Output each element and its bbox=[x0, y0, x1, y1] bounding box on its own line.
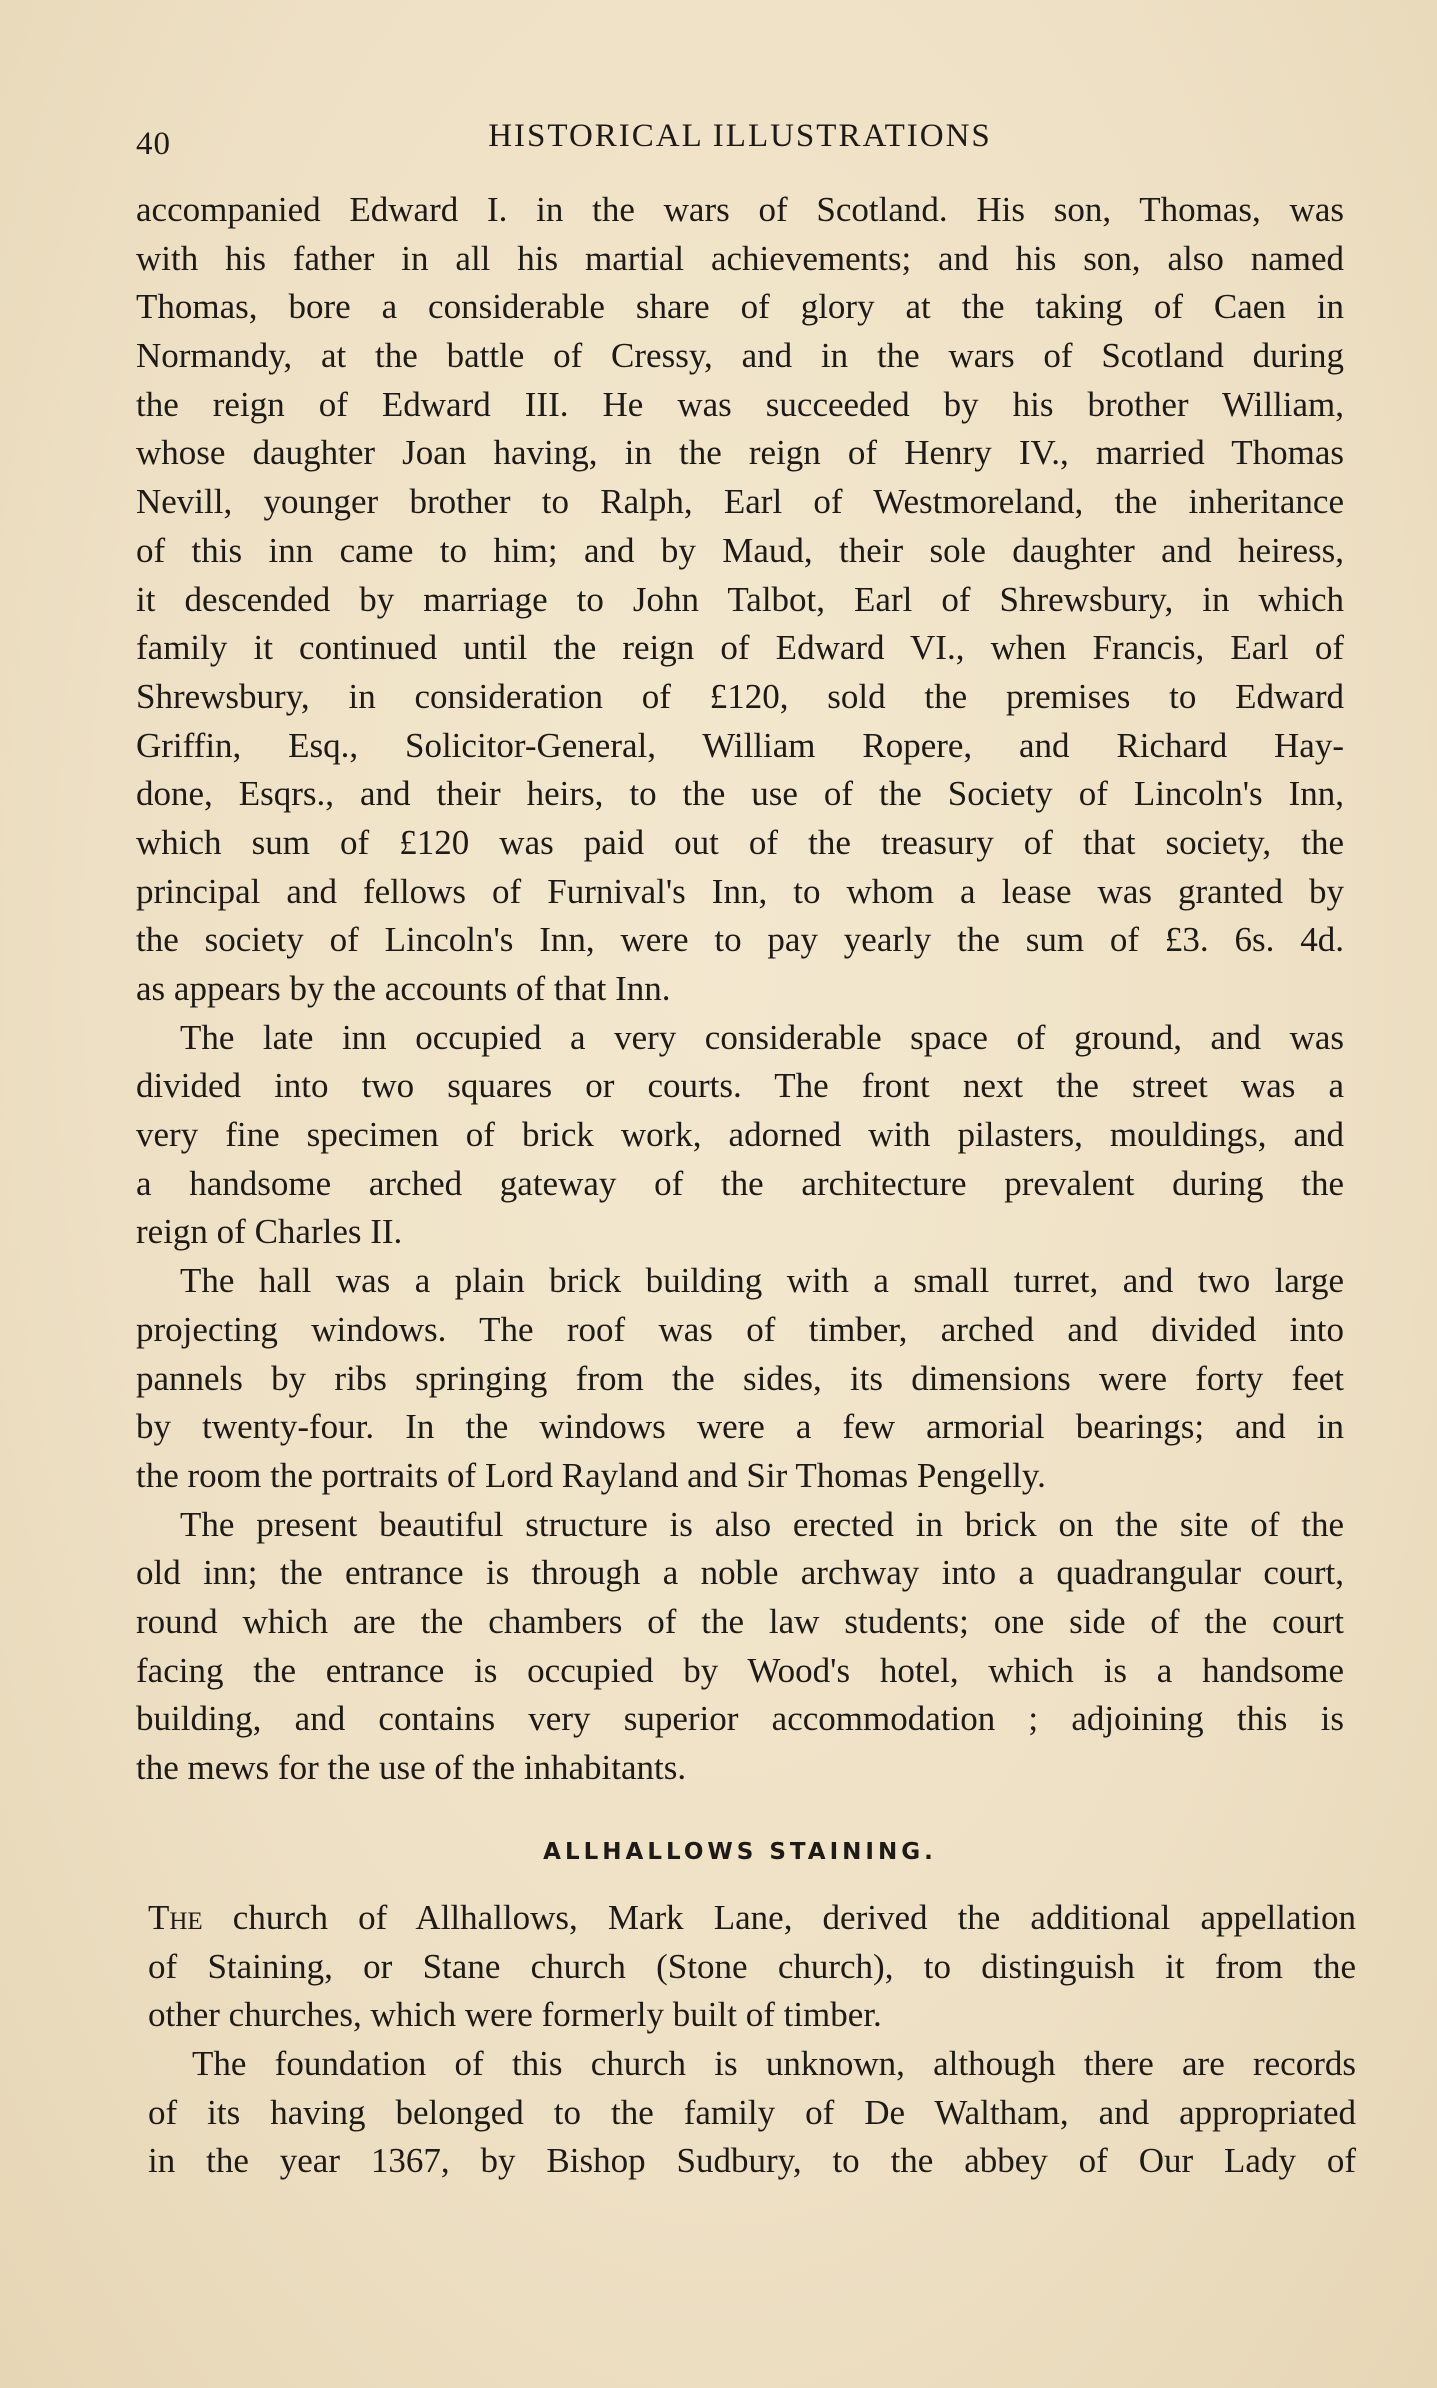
text-line: of its having belonged to the family of De Waltham, and appropriated bbox=[148, 2092, 1356, 2132]
text-line: Nevill, younger brother to Ralph, Earl of Westmoreland, the inheritance bbox=[136, 482, 1344, 522]
text-line: building, and contains very superior accommodation ; adjoining this is bbox=[136, 1699, 1344, 1739]
text-line: of this inn came to him; and by Maud, their sole daughter and heiress, bbox=[136, 530, 1344, 570]
text-line: other churches, which were formerly built of timber. bbox=[148, 1995, 882, 2035]
drop-word: The bbox=[148, 1898, 203, 1937]
text-line: The hall was a plain brick building with a small turret, and two large bbox=[180, 1261, 1344, 1301]
page-number: 40 bbox=[136, 126, 171, 162]
text-line: round which are the chambers of the law students; one side of the court bbox=[136, 1601, 1344, 1641]
text-line: of Staining, or Stane church (Stone church), to distinguish it from the bbox=[148, 1946, 1356, 1986]
text-line-rest: church of Allhallows, Mark Lane, derived the additional appellation bbox=[202, 1898, 1356, 1937]
text-line: old inn; the entrance is through a noble archway into a quadrangular court, bbox=[136, 1553, 1344, 1593]
text-line: principal and fellows of Furnival's Inn, to whom a lease was granted by bbox=[136, 871, 1344, 911]
section-heading: ALLHALLOWS STAINING. bbox=[543, 1839, 937, 1865]
text-line: The present beautiful structure is also erected in brick on the site of the bbox=[180, 1504, 1344, 1544]
text-line: with his father in all his martial achievements; and his son, also named bbox=[136, 238, 1344, 278]
text-line: in the year 1367, by Bishop Sudbury, to the abbey of Our Lady of bbox=[148, 2141, 1356, 2181]
text-line: the society of Lincoln's Inn, were to pay yearly the sum of £3. 6s. 4d. bbox=[136, 920, 1344, 960]
text-line: projecting windows. The roof was of timber, arched and divided into bbox=[136, 1309, 1344, 1349]
text-line: very fine specimen of brick work, adorned with pilasters, mouldings, and bbox=[136, 1115, 1344, 1155]
body-text-section-2 bbox=[148, 1894, 1356, 2186]
text-line: family it continued until the reign of Edward VI., when Francis, Earl of bbox=[136, 628, 1344, 668]
text-line: The foundation of this church is unknown, although there are records bbox=[192, 2044, 1356, 2084]
text-line: facing the entrance is occupied by Wood's hotel, which is a handsome bbox=[136, 1650, 1344, 1690]
page-header bbox=[136, 112, 1344, 172]
text-line: the reign of Edward III. He was succeeded by his brother William, bbox=[136, 384, 1344, 424]
text-line: divided into two squares or courts. The front next the street was a bbox=[136, 1066, 1344, 1106]
text-line: pannels by ribs springing from the sides, its dimensions were forty feet bbox=[136, 1358, 1344, 1398]
text-line: done, Esqrs., and their heirs, to the use of the Society of Lincoln's Inn, bbox=[136, 774, 1344, 814]
text-line: Griffin, Esq., Solicitor-General, William Ropere, and Richard Hay- bbox=[136, 725, 1344, 765]
text-line: whose daughter Joan having, in the reign of Henry IV., married Thomas bbox=[136, 433, 1344, 473]
running-head: HISTORICAL ILLUSTRATIONS bbox=[488, 118, 992, 154]
text-line: Shrewsbury, in consideration of £120, sold the premises to Edward bbox=[136, 676, 1344, 716]
text-line: the room the portraits of Lord Rayland and Sir Thomas Pengelly. bbox=[136, 1455, 1046, 1495]
text-line: Normandy, at the battle of Cressy, and in the wars of Scotland during bbox=[136, 336, 1344, 376]
text-line: Thomas, bore a considerable share of glory at the taking of Caen in bbox=[136, 287, 1344, 327]
text-line: by twenty-four. In the windows were a few armorial bearings; and in bbox=[136, 1407, 1344, 1447]
body-text-section-1 bbox=[136, 186, 1344, 1793]
text-line: which sum of £120 was paid out of the treasury of that society, the bbox=[136, 822, 1344, 862]
text-line bbox=[148, 1894, 1356, 1943]
text-line: accompanied Edward I. in the wars of Scotland. His son, Thomas, was bbox=[136, 190, 1344, 229]
text-line: as appears by the accounts of that Inn. bbox=[136, 969, 671, 1008]
text-line: the mews for the use of the inhabitants. bbox=[136, 1748, 687, 1787]
text-line: reign of Charles II. bbox=[136, 1212, 403, 1252]
text-line: The late inn occupied a very considerable space of ground, and was bbox=[180, 1017, 1344, 1057]
text-line: a handsome arched gateway of the architecture prevalent during the bbox=[136, 1163, 1344, 1203]
text-line: it descended by marriage to John Talbot, Earl of Shrewsbury, in which bbox=[136, 579, 1344, 619]
